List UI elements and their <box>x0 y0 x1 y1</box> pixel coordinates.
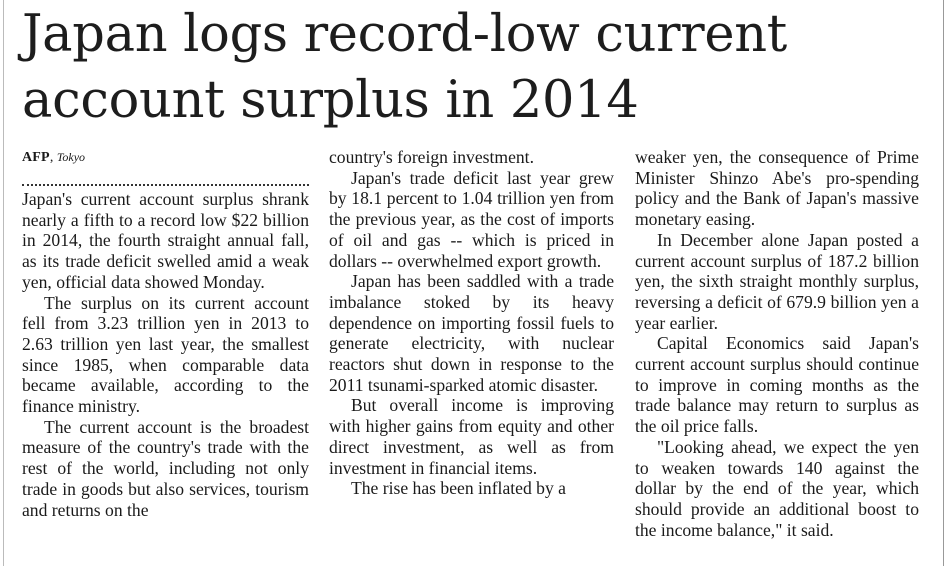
article-column-1 <box>22 147 309 520</box>
paragraph: Japan's trade deficit last year grew by 18.1 percent to 1.04 trillion yen from the previous year, as the cost of imports of oil and gas -- which is priced in dollars -- overwhelmed export growth. <box>329 167 614 271</box>
paragraph: The current account is the broadest measure of the country's trade with the rest of the world, including not only trade in goods but also services, tourism and returns on the <box>22 416 309 520</box>
byline-place: Tokyo <box>56 150 86 164</box>
page-border-left <box>3 0 4 566</box>
page-border-right <box>943 0 944 566</box>
paragraph: The surplus on its current account fell from 3.23 trillion yen in 2013 to 2.63 trillion yen last year, the smallest since 1985, when comparable data became available, according to the finance ministry. <box>22 292 309 417</box>
paragraph: Japan has been saddled with a trade imbalance stoked by its heavy dependence on importing fossil fuels to generate electricity, with nuclear reactors shut down in response to the 2011 tsunami-sparked atomic disaster. <box>329 271 614 395</box>
paragraph: Capital Economics said Japan's current account surplus should continue to improve in coming months as the trade balance may return to surplus as the oil price falls. <box>635 333 919 437</box>
paragraph-continued: weaker yen, the consequence of Prime Minister Shinzo Abe's pro-spending policy and the Bank of Japan's massive monetary easing. <box>635 147 919 230</box>
paragraph: The rise has been inflated by a <box>351 478 566 499</box>
paragraph: But overall income is improving with higher gains from equity and other direct investment, as well as from investment in financial items. <box>329 395 614 478</box>
article-column-2 <box>329 147 614 499</box>
byline-agency: AFP <box>22 150 50 165</box>
paragraph: "Looking ahead, we expect the yen to weaken towards 140 against the dollar by the end of the year, which should provide an additional boost to the income balance," it said. <box>635 436 919 540</box>
paragraph-continued: country's foreign investment. <box>329 147 534 167</box>
paragraph: Japan's current account surplus shrank nearly a fifth to a record low $22 billion in 2014, the fourth straight annual fall, as its trade deficit swelled amid a weak yen, official data showed Monday. <box>22 189 309 292</box>
byline-divider <box>22 172 309 186</box>
paragraph: In December alone Japan posted a current account surplus of 187.2 billion yen, the sixth straight monthly surplus, reversing a deficit of 679.9 billion yen a year earlier. <box>635 229 919 333</box>
article-headline: Japan logs record-low current account surplus in 2014 <box>22 5 787 130</box>
byline: AFP, Tokyo <box>22 150 86 165</box>
article-column-3 <box>635 147 919 540</box>
